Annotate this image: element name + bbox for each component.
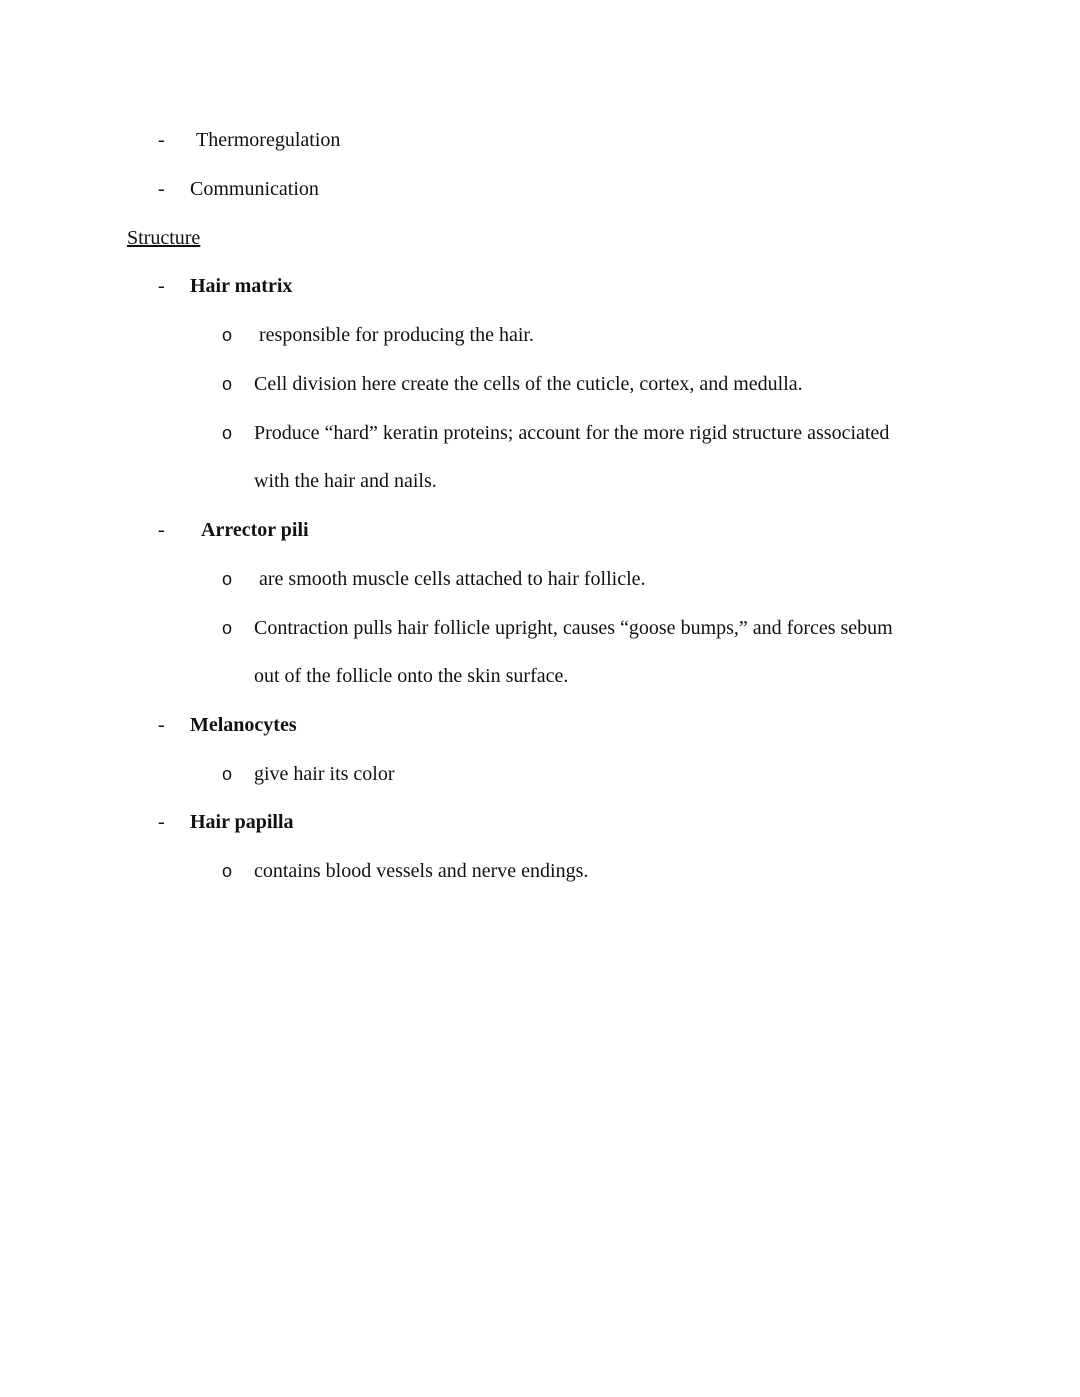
bullet-dash: - [158,129,165,151]
list-item-thermoregulation: Thermoregulation [196,129,341,151]
point-text: contains blood vessels and nerve endings. [254,860,589,882]
bullet-circle-icon: o [222,618,233,638]
point-text: Contraction pulls hair follicle upright, causes “goose bumps,” and forces sebum [254,617,893,639]
term-arrector-pili: Arrector pili [201,519,309,541]
section-heading-structure: Structure [127,227,201,249]
bullet-circle-icon: o [222,374,233,394]
bullet-circle-icon: o [222,569,233,589]
point-text-continuation: out of the follicle onto the skin surface. [254,665,569,687]
term-hair-matrix: Hair matrix [190,275,293,297]
bullet-dash: - [158,275,165,297]
point-text: are smooth muscle cells attached to hair follicle. [259,568,646,590]
bullet-dash: - [158,811,165,833]
term-hair-papilla: Hair papilla [190,811,294,833]
bullet-circle-icon: o [222,861,233,881]
point-text-continuation: with the hair and nails. [254,470,437,492]
bullet-dash: - [158,714,165,736]
point-text: Cell division here create the cells of the cuticle, cortex, and medulla. [254,373,803,395]
list-item-communication: Communication [190,178,319,200]
bullet-circle-icon: o [222,764,233,784]
bullet-dash: - [158,519,165,541]
bullet-circle-icon: o [222,325,233,345]
term-melanocytes: Melanocytes [190,714,297,736]
bullet-circle-icon: o [222,423,233,443]
point-text: Produce “hard” keratin proteins; account for the more rigid structure associated [254,422,890,444]
bullet-dash: - [158,178,165,200]
point-text: responsible for producing the hair. [259,324,534,346]
point-text: give hair its color [254,763,395,785]
